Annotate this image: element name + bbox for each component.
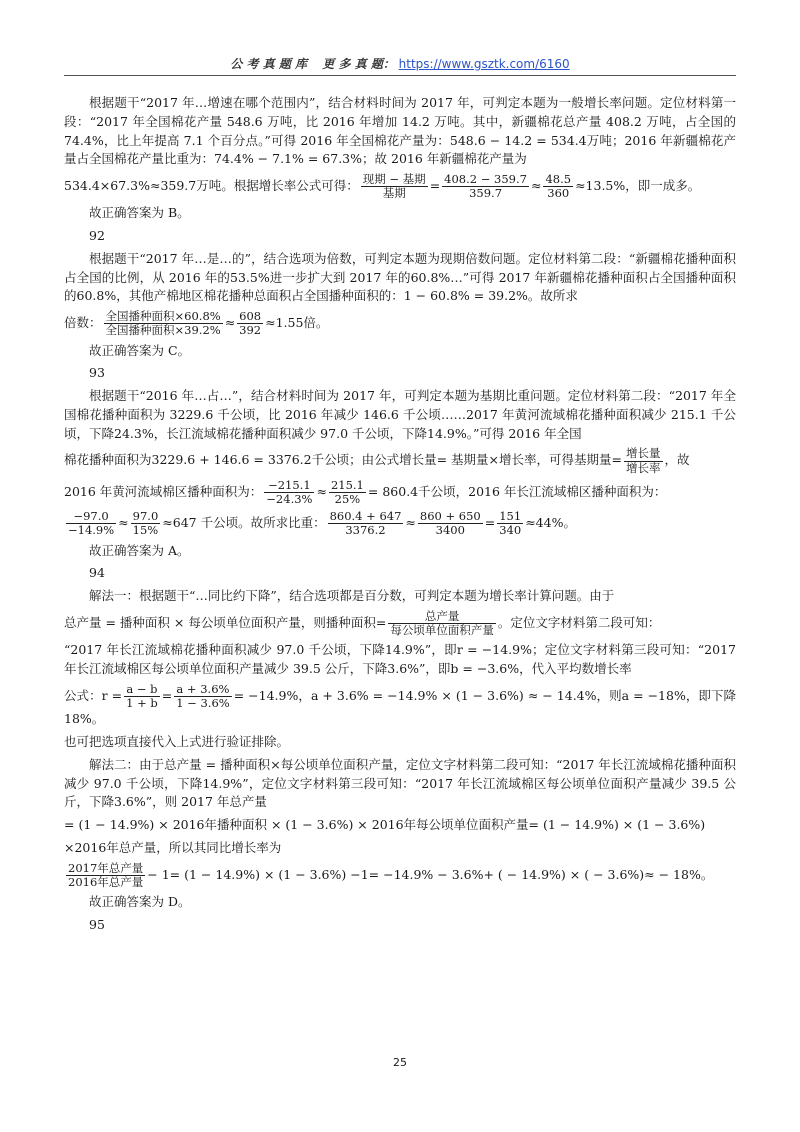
q94-text: 2016 年黄河流域棉区播种面积为： bbox=[64, 484, 263, 500]
q95-paragraph-1: 解法一：根据题干“…同比约下降”，结合选项都是百分数，可判定本题为增长率计算问题。由于 bbox=[89, 588, 615, 604]
fraction-numerator: 48.5 bbox=[545, 172, 572, 186]
answer-line: 故正确答案为 A。 bbox=[89, 542, 190, 558]
q92-paragraph-1: 根据题干“2017 年…增速在哪个范围内”，结合材料时间为 2017 年，可判定本题为一般增长率问题。定位材料第一段：“2017 年全国棉花产量 548.6 万吨，比 2016 年增加 14.2 万吨。其中，新疆棉花总产量 408.2 万吨，占全国的74.4%，比上年提高 7.1 个百分点。”可得 2016 年全国棉花产量为：548.6 − 14.2 = 534.4万吨；2016 年新疆棉花产量占全国棉花产量比重为：74.4% − 7.1% = 67.3%；故 2016 年新疆棉花产量为 bbox=[64, 95, 736, 167]
rate-formula-fraction-2 bbox=[174, 683, 231, 710]
question-number: 93 bbox=[89, 365, 105, 381]
header-label: 更 多 真 题： bbox=[322, 57, 395, 71]
q95-paragraph-4 bbox=[64, 683, 736, 729]
fraction-denominator: 3376.2 bbox=[345, 523, 386, 538]
fraction-denominator: −14.9% bbox=[68, 523, 115, 538]
approx-sign: ≈ bbox=[530, 178, 542, 194]
fraction-numerator: 全国播种面积×60.8% bbox=[105, 309, 221, 324]
equals-sign: = bbox=[484, 515, 496, 531]
total-output-fraction bbox=[66, 862, 145, 889]
fraction-denominator: 每公顷单位面积产量 bbox=[390, 623, 494, 638]
document-body bbox=[64, 94, 736, 939]
question-number: 94 bbox=[89, 565, 105, 581]
equals-sign: = bbox=[429, 178, 441, 194]
fraction-denominator: 2016年总产量 bbox=[68, 874, 144, 889]
approx-sign: ≈ bbox=[316, 484, 327, 500]
q94-paragraph-1: 根据题干“2016 年…占…”，结合材料时间为 2017 年，可判定本题为基期比重问题。定位材料第二段：“2017 年全国棉花播种面积为 3229.6 千公顷，比 2016 年减少 146.6 千公顷……2017 年黄河流域棉花播种面积减少 215.1 千公顷，下降24.3%，长江流域棉花播种面积减少 97.0 千公顷，下降14.9%。”可得 2016 年全国 bbox=[64, 388, 736, 441]
q95-paragraph-9 bbox=[64, 862, 736, 889]
calc-fraction-1 bbox=[442, 173, 529, 200]
calc-fraction-2 bbox=[543, 173, 573, 200]
ratio-fraction-1 bbox=[104, 310, 223, 337]
q95-text: 总产量 = 播种面积 × 每公顷单位面积产量，则播种面积= bbox=[64, 615, 387, 631]
q92-paragraph-2 bbox=[64, 173, 736, 200]
question-number: 92 bbox=[89, 228, 105, 244]
fraction-denominator: 增长率 bbox=[626, 460, 661, 475]
fraction-denominator: 360 bbox=[547, 186, 570, 201]
fraction-denominator: 3400 bbox=[435, 523, 465, 538]
fraction-denominator: 359.7 bbox=[469, 186, 503, 201]
fraction-numerator: −215.1 bbox=[264, 479, 314, 493]
approx-sign: ≈ bbox=[118, 515, 129, 531]
q93-text: 倍数： bbox=[64, 315, 102, 331]
calc-fraction-2 bbox=[329, 479, 366, 506]
q95-text: = −14.9%，a + 3.6% = −14.9% × (1 − 3.6%) ≈ − 14.4%，则a = −18%，即下降18%。 bbox=[64, 688, 736, 727]
fraction-denominator: −24.3% bbox=[266, 492, 313, 507]
fraction-denominator: 1 + b bbox=[126, 696, 158, 711]
calc-fraction-4 bbox=[131, 510, 161, 537]
answer-line: 故正确答案为 C。 bbox=[89, 342, 191, 358]
fraction-numerator: a − b bbox=[124, 683, 160, 697]
rate-formula-fraction-1 bbox=[124, 683, 160, 710]
header-divider bbox=[64, 75, 736, 76]
q94-text: 棉花播种面积为3229.6 + 146.6 = 3376.2千公顷；由公式增长量= 基期量×增长率，可得基期量= bbox=[64, 452, 622, 468]
q95-paragraph-7: = (1 − 14.9%) × 2016年播种面积 × (1 − 3.6%) × 2016年每公顷单位面积产量= (1 − 14.9%) × (1 − 3.6%) bbox=[64, 817, 706, 833]
approx-sign: ≈ bbox=[405, 515, 416, 531]
fraction-numerator: −97.0 bbox=[66, 510, 116, 524]
answer-line: 故正确答案为 D。 bbox=[89, 894, 191, 909]
fraction-denominator: 基期 bbox=[382, 186, 406, 201]
fraction-denominator: 1 − 3.6% bbox=[176, 696, 230, 711]
growth-formula-fraction bbox=[361, 173, 428, 200]
calc-fraction-1 bbox=[264, 479, 314, 506]
q95-paragraph-2 bbox=[64, 610, 736, 637]
q95-text: 公式：r = bbox=[64, 688, 123, 704]
q94-text: ，故 bbox=[664, 452, 690, 468]
fraction-numerator: 608 bbox=[239, 309, 262, 324]
fraction-numerator: 860 + 650 bbox=[419, 509, 481, 524]
answer-line: 故正确答案为 B。 bbox=[89, 205, 190, 221]
fraction-denominator: 392 bbox=[239, 323, 262, 338]
q95-paragraph-5: 也可把选项直接代入上式进行验证排除。 bbox=[64, 734, 290, 750]
question-number: 95 bbox=[89, 916, 105, 932]
page-number: 25 bbox=[393, 1056, 407, 1069]
fraction-denominator: 340 bbox=[499, 523, 522, 538]
q94-paragraph-3 bbox=[64, 479, 736, 506]
q95-paragraph-3: “2017 年长江流域棉花播种面积减少 97.0 千公顷，下降14.9%”，即r = −14.9%；定位文字材料第三段可知：“2017 年长江流域棉区每公顷单位面积产量减少 39.5 公斤，下降3.6%”，即b = −3.6%，代入平均数增长率 bbox=[64, 642, 736, 677]
base-formula-fraction bbox=[624, 447, 663, 474]
q93-result-text: ≈1.55倍。 bbox=[265, 315, 329, 331]
area-formula-fraction bbox=[388, 610, 496, 637]
approx-sign: ≈ bbox=[224, 315, 236, 331]
fraction-numerator: 151 bbox=[499, 509, 522, 524]
fraction-numerator: 增长量 bbox=[626, 446, 661, 461]
q92-text: 534.4×67.3%≈359.7万吨。根据增长率公式可得： bbox=[64, 178, 359, 194]
fraction-numerator: 总产量 bbox=[388, 610, 496, 624]
calc-fraction-7 bbox=[497, 510, 523, 537]
equals-sign: = bbox=[161, 688, 173, 704]
q92-result-text: ≈13.5%，即一成多。 bbox=[575, 178, 701, 194]
q95-paragraph-8: ×2016年总产量，所以其同比增长率为 bbox=[64, 839, 282, 855]
q94-paragraph-4 bbox=[64, 510, 736, 537]
fraction-denominator: 25% bbox=[334, 492, 361, 507]
q94-text: ≈647 千公顷。故所求比重： bbox=[162, 515, 326, 531]
q95-result-text: − 1= (1 − 14.9%) × (1 − 3.6%) −1= −14.9% − 3.6%+ ( − 14.9%) × ( − 3.6%)≈ − 18%。 bbox=[147, 866, 714, 882]
calc-fraction-3 bbox=[66, 510, 116, 537]
fraction-numerator: 2017年总产量 bbox=[68, 860, 144, 875]
q95-text: 。定位文字材料第二段可知： bbox=[497, 615, 661, 631]
page-header bbox=[40, 55, 760, 75]
fraction-numerator: 现期 − 基期 bbox=[362, 172, 426, 186]
q93-paragraph-2 bbox=[64, 310, 736, 337]
fraction-denominator: 全国播种面积×39.2% bbox=[105, 323, 221, 338]
q94-result-text: ≈44%。 bbox=[525, 515, 576, 531]
q95-paragraph-6: 解法二：由于总产量 = 播种面积×每公顷单位面积产量，定位文字材料第二段可知：“2017 年长江流域棉花播种面积减少 97.0 千公顷，下降14.9%”，定位文字材料第三段可知：“2017 年长江流域棉区每公顷单位面积产量减少 39.5 公斤，下降3.6%”，则 2017 年总产量 bbox=[64, 756, 736, 810]
fraction-numerator: 215.1 bbox=[330, 477, 364, 492]
fraction-denominator: 15% bbox=[132, 523, 159, 538]
fraction-numerator: 408.2 − 359.7 bbox=[444, 172, 527, 186]
calc-fraction-6 bbox=[418, 510, 483, 537]
fraction-numerator: 97.0 bbox=[132, 509, 159, 524]
fraction-numerator: 860.4 + 647 bbox=[329, 509, 402, 524]
ratio-fraction-2 bbox=[237, 310, 263, 337]
fraction-numerator: a + 3.6% bbox=[174, 683, 231, 697]
q93-paragraph-1: 根据题干“2017 年…是…的”，结合选项为倍数，可判定本题为现期倍数问题。定位材料第二段：“新疆棉花播种面积占全国的比例，从 2016 年的53.5%进一步扩大到 2017 年的60.8%…”可得 2017 年新疆棉花播种面积占全国播种面积的60.8%，其他产棉地区棉花播种总面积占全国播种面积的：1 − 60.8% = 39.2%。故所求 bbox=[64, 250, 736, 304]
q94-text: = 860.4千公顷，2016 年长江流域棉区播种面积为： bbox=[367, 484, 667, 500]
q94-paragraph-2 bbox=[64, 447, 736, 474]
header-brand: 公 考 真 题 库 bbox=[230, 57, 308, 71]
calc-fraction-5 bbox=[328, 510, 404, 537]
header-url-link[interactable]: https://www.gsztk.com/6160 bbox=[398, 57, 570, 71]
